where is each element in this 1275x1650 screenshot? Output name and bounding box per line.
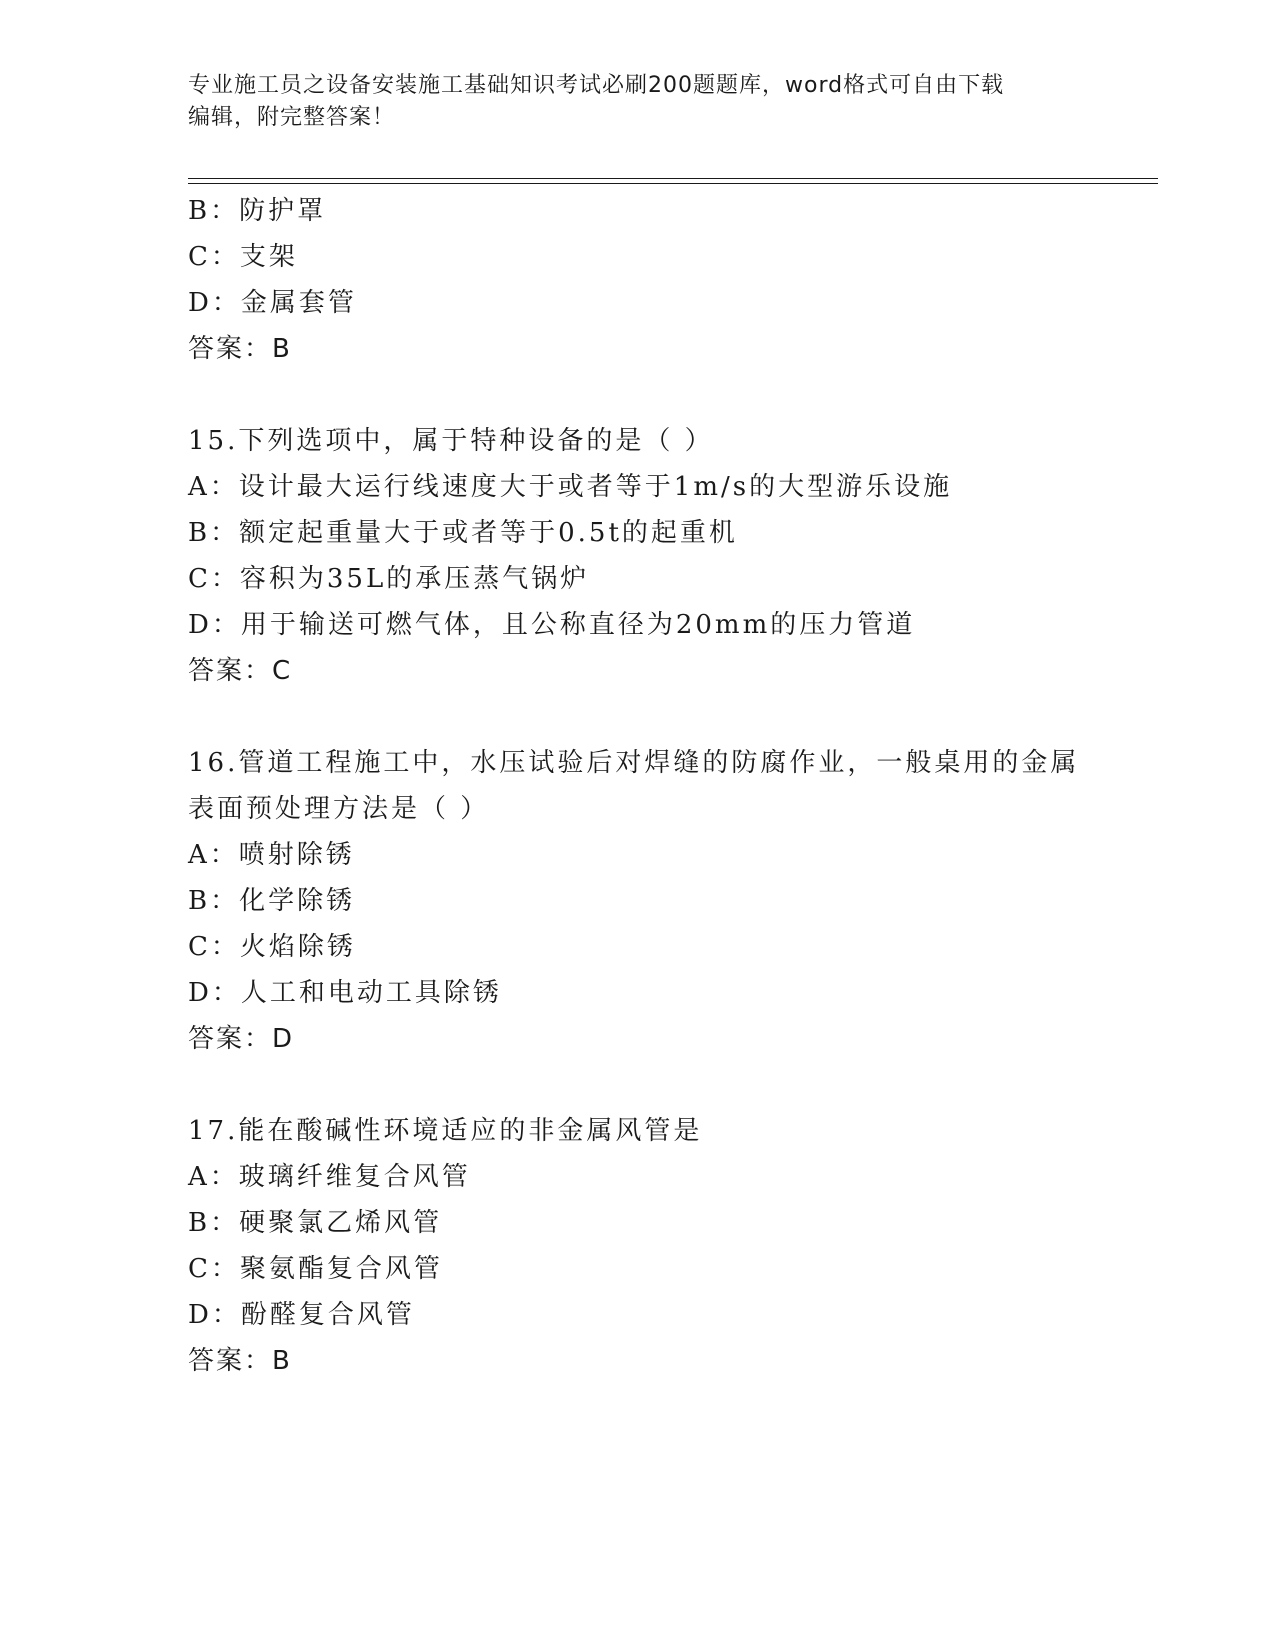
question-14-continued (188, 188, 1148, 372)
header-line-1: 专业施工员之设备安装施工基础知识考试必刷200题题库，word格式可自由下载 (188, 73, 1005, 98)
option-d: D：人工和电动工具除锈 (188, 978, 502, 1008)
question-stem: 17.能在酸碱性环境适应的非金属风管是 (188, 1116, 703, 1146)
option-a: A：设计最大运行线速度大于或者等于1m/s的大型游乐设施 (188, 472, 953, 502)
answer-line: 答案：C (188, 656, 293, 686)
question-stem-line-2: 表面预处理方法是（ ） (188, 794, 490, 824)
option-b: B：化学除锈 (188, 886, 356, 916)
question-list (188, 188, 1148, 1384)
header-line-2: 编辑，附完整答案！ (188, 105, 396, 130)
option-c: C：火焰除锈 (188, 932, 356, 962)
document-header (188, 70, 1068, 134)
question-16 (188, 740, 1148, 1062)
option-c: C：容积为35L的承压蒸气锅炉 (188, 564, 590, 594)
option-a: A：玻璃纤维复合风管 (188, 1162, 471, 1192)
header-rule-bottom (188, 183, 1158, 184)
question-17 (188, 1108, 1148, 1384)
option-d: D：用于输送可燃气体，且公称直径为20mm的压力管道 (188, 610, 916, 640)
option-c: C：支架 (188, 242, 298, 272)
option-c: C：聚氨酯复合风管 (188, 1254, 443, 1284)
answer-line: 答案：D (188, 1024, 295, 1054)
header-rule-top (188, 178, 1158, 179)
spacer (188, 694, 1148, 740)
option-b: B：额定起重量大于或者等于0.5t的起重机 (188, 518, 738, 548)
spacer (188, 372, 1148, 418)
answer-line: 答案：B (188, 334, 292, 364)
option-a: A：喷射除锈 (188, 840, 355, 870)
spacer (188, 1062, 1148, 1108)
answer-line: 答案：B (188, 1346, 292, 1376)
option-b: B：防护罩 (188, 196, 327, 226)
option-d: D：酚醛复合风管 (188, 1300, 415, 1330)
question-stem-line-1: 16.管道工程施工中，水压试验后对焊缝的防腐作业，一般桌用的金属 (188, 748, 1080, 778)
question-stem: 15.下列选项中，属于特种设备的是（ ） (188, 426, 714, 456)
option-d: D：金属套管 (188, 288, 357, 318)
option-b: B：硬聚氯乙烯风管 (188, 1208, 443, 1238)
question-15 (188, 418, 1148, 694)
